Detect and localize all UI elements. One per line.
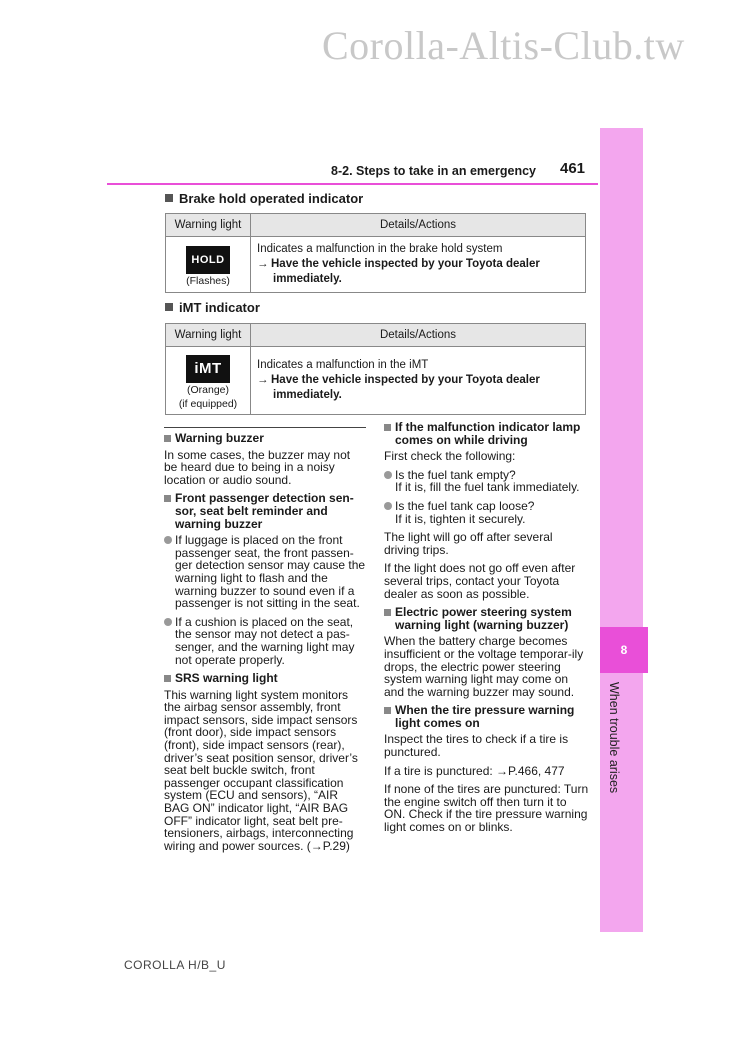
- imt-table: [165, 323, 586, 415]
- detail-text: Indicates a malfunction in the brake hold system: [257, 243, 503, 255]
- brake-hold-heading: [165, 191, 363, 206]
- list-item: If a cushion is placed on the seat, the sensor may not detect a pas-senger, and the warning light may not operate properly.: [164, 616, 366, 666]
- watermark-text: Corolla-Altis-Club.tw: [322, 23, 685, 68]
- page-number: 461: [560, 160, 586, 177]
- tire-text-2: If a tire is punctured: →P.466, 477: [384, 763, 565, 778]
- list-item: Is the fuel tank cap loose? If it is, tighten it securely.: [384, 500, 590, 525]
- srs-text: This warning light system monitors the airbag sensor assembly, front impact sensors, side impact sensors (front door), side impact sensors (front), side impact sensors (rear), driver’s seat position sensor, driver’s seat belt buckle switch, front passenger occupant classification system (ECU and sensors), “AIR BAG ON” indicator light, “AIR BAG OFF” indicator light, seat belt pre-tensioners, airbags, interconnecting wiring and power sources. (→P.29): [164, 687, 358, 853]
- tire-text-3: If none of the tires are punctured: Turn the engine switch off then turn it to ON. Check if the tire pressure warning light comes on or blinks.: [384, 782, 589, 835]
- icon-note-equipped: (if equipped): [178, 397, 238, 410]
- icon-note: (Flashes): [186, 274, 230, 287]
- brake-hold-table: [165, 213, 586, 293]
- srs-heading: SRS warning light: [164, 672, 366, 685]
- footer-text: COROLLA H/B_U: [124, 958, 226, 972]
- header-divider: [107, 183, 598, 185]
- col-details-actions: Details/Actions: [251, 324, 586, 347]
- warning-buzzer-text: In some cases, the buzzer may not be heard due to being in a noisy location or audio sound.: [164, 447, 351, 487]
- imt-title: iMT indicator: [179, 300, 260, 315]
- square-bullet-icon: [384, 609, 391, 616]
- tire-heading: When the tire pressure warning light comes on: [384, 704, 590, 729]
- action-text: → Have the vehicle inspected by your Toyota dealer immediately.: [257, 374, 540, 401]
- front-passenger-heading: Front passenger detection sen-sor, seat belt reminder and warning buzzer: [164, 492, 366, 530]
- warning-buzzer-heading: Warning buzzer: [164, 432, 366, 445]
- arrow-icon: →: [257, 374, 269, 386]
- right-column: [384, 421, 590, 840]
- circle-bullet-icon: [164, 618, 172, 626]
- brake-hold-title: Brake hold operated indicator: [179, 191, 364, 206]
- circle-bullet-icon: [384, 502, 392, 510]
- chapter-number: 8: [600, 627, 648, 673]
- square-bullet-icon: [384, 424, 391, 431]
- mil-text-2: If the light does not go off even after several trips, contact your Toyota dealer as soon as possible.: [384, 561, 576, 601]
- col-details-actions: Details/Actions: [251, 214, 586, 237]
- square-bullet-icon: [164, 435, 171, 442]
- action-text: → Have the vehicle inspected by your Toyota dealer immediately.: [257, 258, 540, 285]
- col-warning-light: Warning light: [166, 214, 251, 237]
- square-bullet-icon: [164, 495, 171, 502]
- mil-heading: If the malfunction indicator lamp comes on while driving: [384, 421, 590, 446]
- square-bullet-icon: [164, 675, 171, 682]
- eps-text: When the battery charge becomes insufficient or the voltage temporar-ily drops, the electric power steering system warning light may come on and the warning buzzer may sound.: [384, 634, 584, 699]
- mil-intro: First check the following:: [384, 449, 516, 464]
- eps-heading: Electric power steering system warning light (warning buzzer): [384, 606, 590, 631]
- section-header: 8-2. Steps to take in an emergency: [331, 164, 536, 178]
- circle-bullet-icon: [384, 471, 392, 479]
- list-item: Is the fuel tank empty? If it is, fill the fuel tank immediately.: [384, 469, 590, 494]
- tire-text-1: Inspect the tires to check if a tire is punctured.: [384, 732, 569, 760]
- column-divider: [164, 427, 366, 428]
- detail-text: Indicates a malfunction in the iMT: [257, 359, 429, 371]
- imt-indicator-icon: iMT: [186, 355, 230, 383]
- hold-indicator-icon: HOLD: [186, 246, 230, 274]
- left-column: [164, 432, 366, 858]
- square-bullet-icon: [384, 707, 391, 714]
- square-bullet-icon: [165, 303, 173, 311]
- icon-note-color: (Orange): [186, 383, 229, 396]
- imt-heading: [165, 300, 260, 315]
- chapter-tab: [600, 128, 643, 932]
- circle-bullet-icon: [164, 536, 172, 544]
- arrow-icon: →: [257, 258, 269, 270]
- mil-text-1: The light will go off after several driving trips.: [384, 530, 553, 557]
- list-item: If luggage is placed on the front passenger seat, the front passen-ger detection sensor may cause the warning light to flash and the warning buzzer to sound even if a passenger is not sitting in the seat.: [164, 534, 366, 610]
- chapter-title: When trouble arises: [607, 682, 621, 794]
- square-bullet-icon: [165, 194, 173, 202]
- col-warning-light: Warning light: [166, 324, 251, 347]
